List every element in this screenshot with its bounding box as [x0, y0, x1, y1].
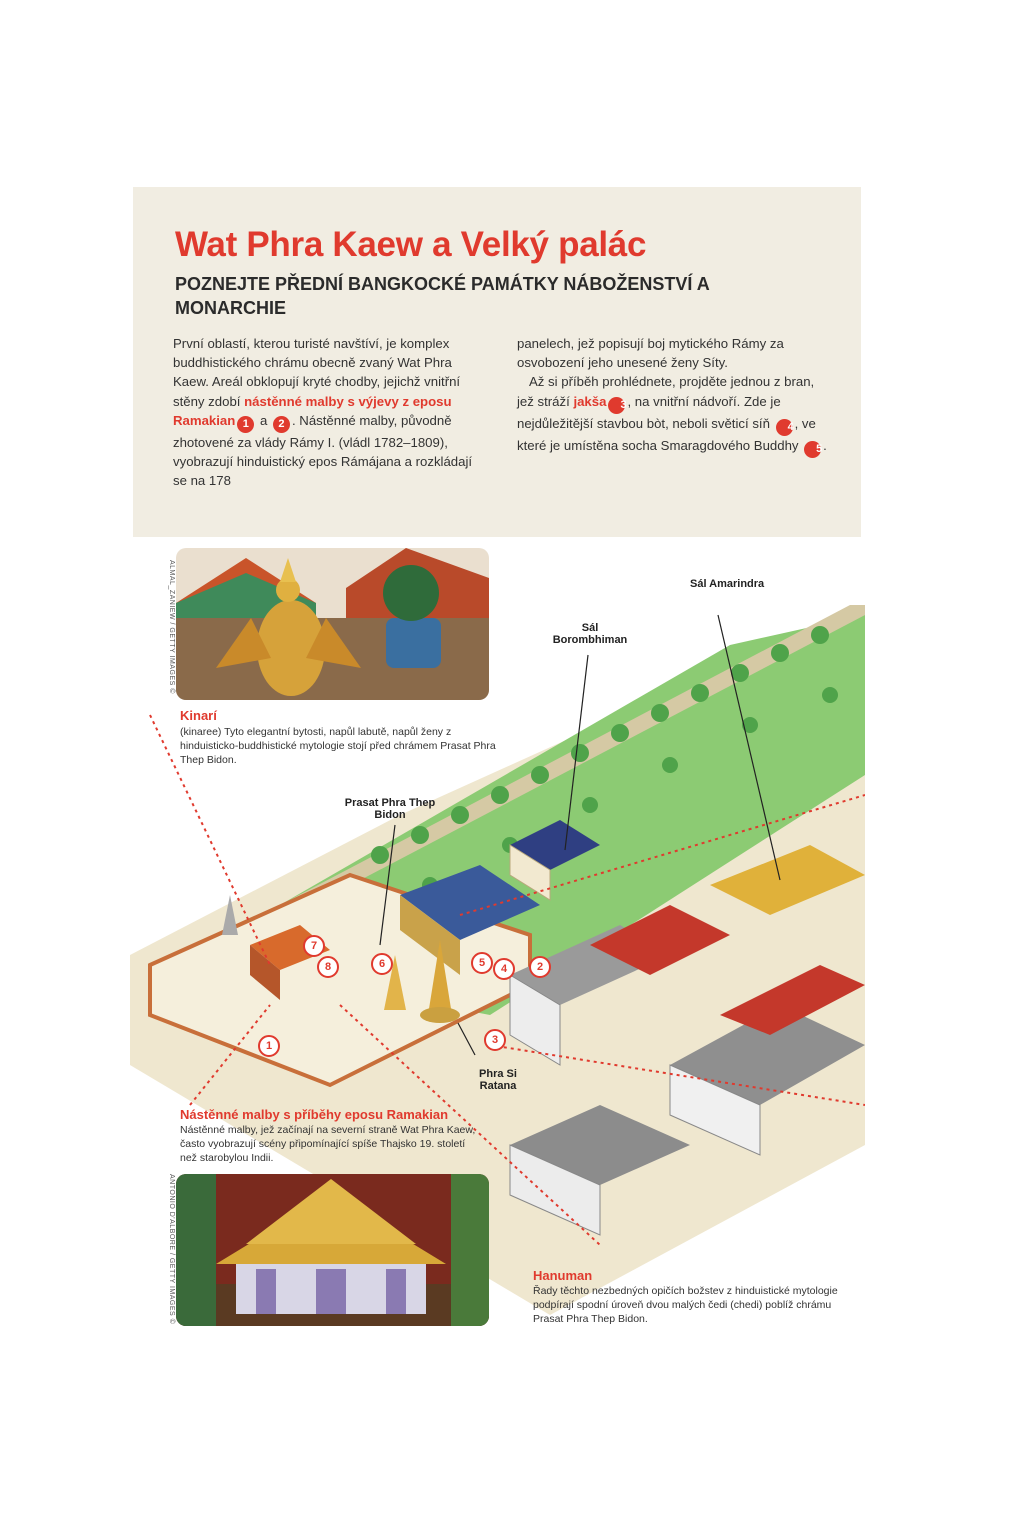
- murals-text: Nástěnné malby, jež začínají na severní straně Wat Phra Kaew, často vyobrazují scény připomínající spíše Thajsko 19. století než starobylou Indii.: [180, 1124, 476, 1164]
- map-pin-8[interactable]: 8: [317, 956, 339, 978]
- golden-chedi-base: [420, 1007, 460, 1023]
- hanuman-title: Hanuman: [533, 1268, 593, 1283]
- map-pin-2[interactable]: 2: [529, 956, 551, 978]
- map-pin-6[interactable]: 6: [371, 953, 393, 975]
- intro-text: . Nástěnné malby, původně zhotovené za vlády Rámy I. (vládl 1782–1809), vyobrazují hinduistický epos Rámájana a rozkládají se na 178: [173, 412, 473, 489]
- intro-panel: [133, 187, 861, 537]
- badge-1: 1: [237, 416, 254, 433]
- badge-3: 3: [608, 397, 625, 414]
- label-prasat-phra-thep-bidon: Prasat Phra Thep Bidon: [344, 797, 436, 821]
- map-pin-1[interactable]: 1: [258, 1035, 280, 1057]
- intro-highlight-yaksha: jakša: [573, 393, 607, 409]
- kinari-photo: [176, 548, 489, 700]
- murals-photo-image: [176, 1174, 489, 1326]
- intro-text: První oblastí, kterou turisté navštíví, je komplex buddhistického chrámu obecně zvaný Wat Phra Kaew. Areál obklopují kryté chodby, jejichž vnitřní stěny zdobí: [173, 336, 461, 409]
- intro-text: Až si příběh prohlédnete, projděte jednou z bran, jež stráží: [517, 374, 815, 409]
- kinari-photo-image: [176, 548, 489, 700]
- map-pin-5[interactable]: 5: [471, 952, 493, 974]
- label-sal-borombhiman: Sál Borombhiman: [552, 622, 628, 646]
- intro-highlight-murals: nástěnné malby s výjevy z eposu Ramakian: [173, 393, 452, 428]
- intro-paragraph-1: [173, 334, 489, 490]
- intro-text: , ve které je umístěna socha Smaragdového Buddhy: [517, 415, 816, 453]
- murals-photo: [176, 1174, 489, 1326]
- intro-paragraph-3: [517, 372, 833, 457]
- kinari-text: (kinaree) Tyto elegantní bytosti, napůl labutě, napůl ženy z hinduisticko-buddhistické mytologie stojí před chrámem Prasat Phra Thep Bidon.: [180, 726, 496, 766]
- map-pin-7[interactable]: 7: [303, 935, 325, 957]
- badge-5: 5: [804, 441, 821, 458]
- label-phra-si-ratana: Phra Si Ratana: [479, 1068, 517, 1092]
- map-pin-3[interactable]: 3: [484, 1029, 506, 1051]
- kinari-photo-credit: ALMAL_ZANIEW / GETTY IMAGES ©: [168, 560, 175, 694]
- page-subtitle: POZNEJTE PŘEDNÍ BANGKOCKÉ PAMÁTKY NÁBOŽENSTVÍ A MONARCHIE: [175, 274, 710, 318]
- intro-text: .: [823, 437, 827, 453]
- intro-text: a: [256, 412, 271, 428]
- intro-column-2: [517, 334, 833, 458]
- murals-photo-credit: ANTONIO D'ALBORE / GETTY IMAGES ©: [168, 1174, 175, 1325]
- intro-column-1: [173, 334, 489, 490]
- label-sal-amarindra: Sál Amarindra: [690, 578, 765, 590]
- murals-title: Nástěnné malby s příběhy eposu Ramakian: [180, 1107, 449, 1122]
- badge-2: 2: [273, 416, 290, 433]
- badge-4: 4: [776, 419, 793, 436]
- intro-text: , na vnitřní nádvoří. Zde je nejdůležitější stavbou bòt, neboli světicí síň: [517, 393, 781, 431]
- hanuman-text: Řady těchto nezbedných opičích božstev z hinduistické mytologie podpírají spodní úroveň dvou malých čedi (chedi) poblíž chrámu Prasat Phra Thep Bidon.: [533, 1285, 838, 1325]
- kinari-title: Kinarí: [180, 708, 217, 723]
- intro-paragraph-2: panelech, jež popisují boj mytického Rámy za osvobození jeho unesené ženy Síty.: [517, 336, 784, 371]
- page-title: Wat Phra Kaew a Velký palác: [175, 225, 647, 264]
- map-pin-4[interactable]: 4: [493, 958, 515, 980]
